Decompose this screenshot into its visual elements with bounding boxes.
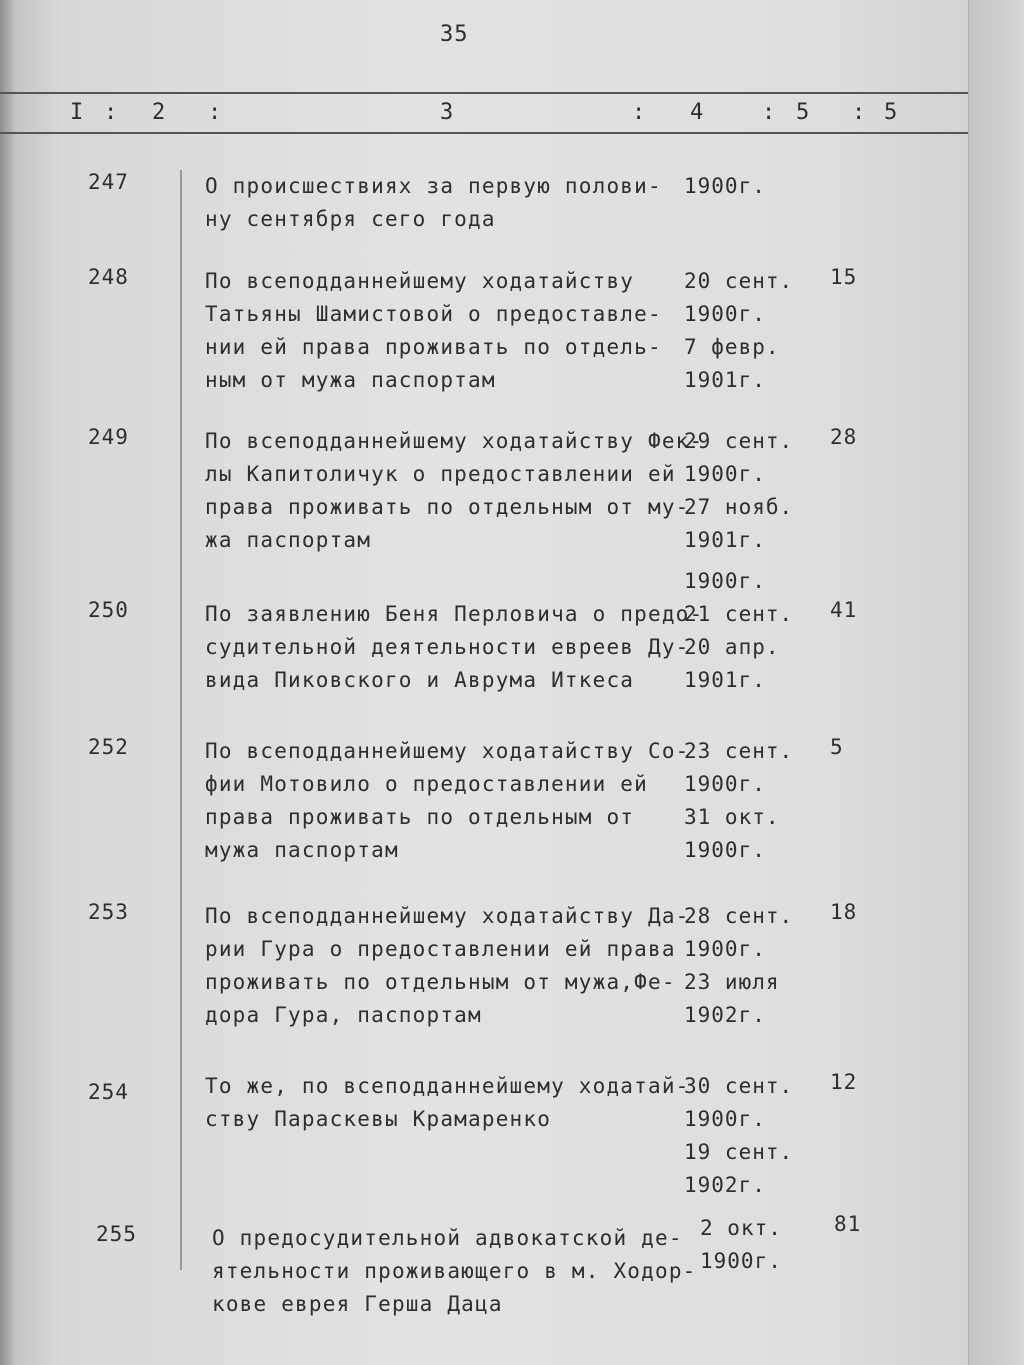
date-line: 21 сент. — [684, 602, 794, 626]
header-bottom-rule — [0, 132, 968, 134]
entry-pages: 28 — [830, 425, 858, 449]
date-line: 30 сент. — [684, 1074, 794, 1098]
title-line: ству Параскевы Крамаренко — [205, 1107, 552, 1131]
entry-dates — [684, 425, 814, 557]
entry-dates — [684, 900, 814, 1032]
date-line: 20 сент. — [684, 269, 794, 293]
col-header-1: I — [70, 100, 84, 125]
date-line: 2 окт. — [700, 1216, 782, 1240]
col-sep: : — [208, 100, 222, 125]
date-line: 27 нояб. — [684, 495, 794, 519]
col-header-6: 5 — [884, 100, 898, 125]
title-line: То же, по всеподданнейшему ходатай- — [205, 1074, 690, 1098]
date-line: 1900г. — [684, 838, 766, 862]
title-line: ным от мужа паспортам — [205, 368, 496, 392]
entry-title — [205, 598, 704, 697]
entry-pages: 18 — [830, 900, 858, 924]
date-line: 1900г. — [684, 174, 766, 198]
date-line: 1902г. — [684, 1003, 766, 1027]
date-line: 19 сент. — [684, 1140, 794, 1164]
title-line: рии Гура о предоставлении ей права — [205, 937, 676, 961]
title-line: жа паспортам — [205, 528, 372, 552]
date-line: 7 февр. — [684, 335, 780, 359]
col-sep: : — [762, 100, 776, 125]
entry-dates — [684, 265, 814, 397]
header-top-rule — [0, 92, 968, 94]
entry-dates — [684, 565, 814, 697]
col-header-4: 4 — [690, 100, 704, 125]
title-line: По всеподданнейшему ходатайству — [205, 269, 635, 293]
entry-pages: 15 — [830, 265, 858, 289]
date-line: 1900г. — [684, 937, 766, 961]
entry-dates — [700, 1212, 830, 1278]
title-line: По всеподданнейшему ходатайству Фек- — [205, 429, 704, 453]
title-line: ну сентября сего года — [205, 207, 496, 231]
entry-dates — [684, 735, 814, 867]
entry-title — [205, 425, 704, 557]
date-line: 31 окт. — [684, 805, 780, 829]
entry-title — [205, 265, 675, 397]
title-line: дора Гура, паспортам — [205, 1003, 482, 1027]
title-line: По заявлению Беня Перловича о предо- — [205, 602, 704, 626]
entry-number: 249 — [88, 425, 129, 449]
underlying-sheet-edge — [968, 0, 1024, 1365]
entry-pages: 12 — [830, 1070, 858, 1094]
entry-number: 252 — [88, 735, 129, 759]
entry-title — [205, 900, 690, 1032]
title-line: ятельности проживающего в м. Ходор- — [212, 1259, 697, 1283]
entry-number: 254 — [88, 1080, 129, 1104]
date-line: 1900г. — [684, 569, 766, 593]
entry-title — [205, 170, 675, 236]
entry-number: 253 — [88, 900, 129, 924]
entry-number: 248 — [88, 265, 129, 289]
page-number: 35 — [440, 22, 469, 47]
entry-dates — [684, 170, 814, 203]
title-line: фии Мотовило о предоставлении ей — [205, 772, 648, 796]
date-line: 1901г. — [684, 528, 766, 552]
entry-title — [205, 1070, 690, 1136]
col-header-5: 5 — [796, 100, 810, 125]
title-line: лы Капитоличук о предоставлении ей — [205, 462, 676, 486]
title-line: кове еврея Герша Даца — [212, 1292, 503, 1316]
date-line: 1900г. — [684, 772, 766, 796]
show-through-column-rule — [180, 170, 182, 1270]
title-line: нии ей права проживать по отдель- — [205, 335, 662, 359]
date-line: 28 сент. — [684, 904, 794, 928]
title-line: проживать по отдельным от мужа,Фе- — [205, 970, 676, 994]
page-binding-edge — [0, 0, 14, 1365]
title-line: судительной деятельности евреев Ду- — [205, 635, 690, 659]
entry-number: 250 — [88, 598, 129, 622]
date-line: 1902г. — [684, 1173, 766, 1197]
date-line: 1900г. — [684, 302, 766, 326]
date-line: 23 июля — [684, 970, 780, 994]
title-line: О происшествиях за первую полови- — [205, 174, 662, 198]
title-line: По всеподданнейшему ходатайству Да- — [205, 904, 690, 928]
column-header-row — [0, 100, 968, 128]
title-line: Татьяны Шамистовой о предоставле- — [205, 302, 662, 326]
title-line: вида Пиковского и Аврума Иткеса — [205, 668, 635, 692]
title-line: права проживать по отдельным от му- — [205, 495, 690, 519]
entry-pages: 5 — [830, 735, 844, 759]
entry-number: 255 — [96, 1222, 137, 1246]
col-header-3: 3 — [440, 100, 454, 125]
date-line: 29 сент. — [684, 429, 794, 453]
entry-number: 247 — [88, 170, 129, 194]
date-line: 1900г. — [700, 1249, 782, 1273]
title-line: мужа паспортам — [205, 838, 399, 862]
entry-title — [205, 735, 690, 867]
title-line: По всеподданнейшему ходатайству Со- — [205, 739, 690, 763]
date-line: 20 апр. — [684, 635, 780, 659]
entry-pages: 81 — [834, 1212, 862, 1236]
col-sep: : — [852, 100, 866, 125]
date-line: 1901г. — [684, 668, 766, 692]
col-header-2: 2 — [152, 100, 166, 125]
title-line: О предосудительной адвокатской де- — [212, 1226, 683, 1250]
col-sep: : — [632, 100, 646, 125]
date-line: 23 сент. — [684, 739, 794, 763]
title-line: права проживать по отдельным от — [205, 805, 635, 829]
entry-title — [212, 1222, 697, 1321]
entry-dates — [684, 1070, 814, 1202]
date-line: 1900г. — [684, 1107, 766, 1131]
entry-pages: 41 — [830, 598, 858, 622]
date-line: 1901г. — [684, 368, 766, 392]
date-line: 1900г. — [684, 462, 766, 486]
col-sep: : — [104, 100, 118, 125]
